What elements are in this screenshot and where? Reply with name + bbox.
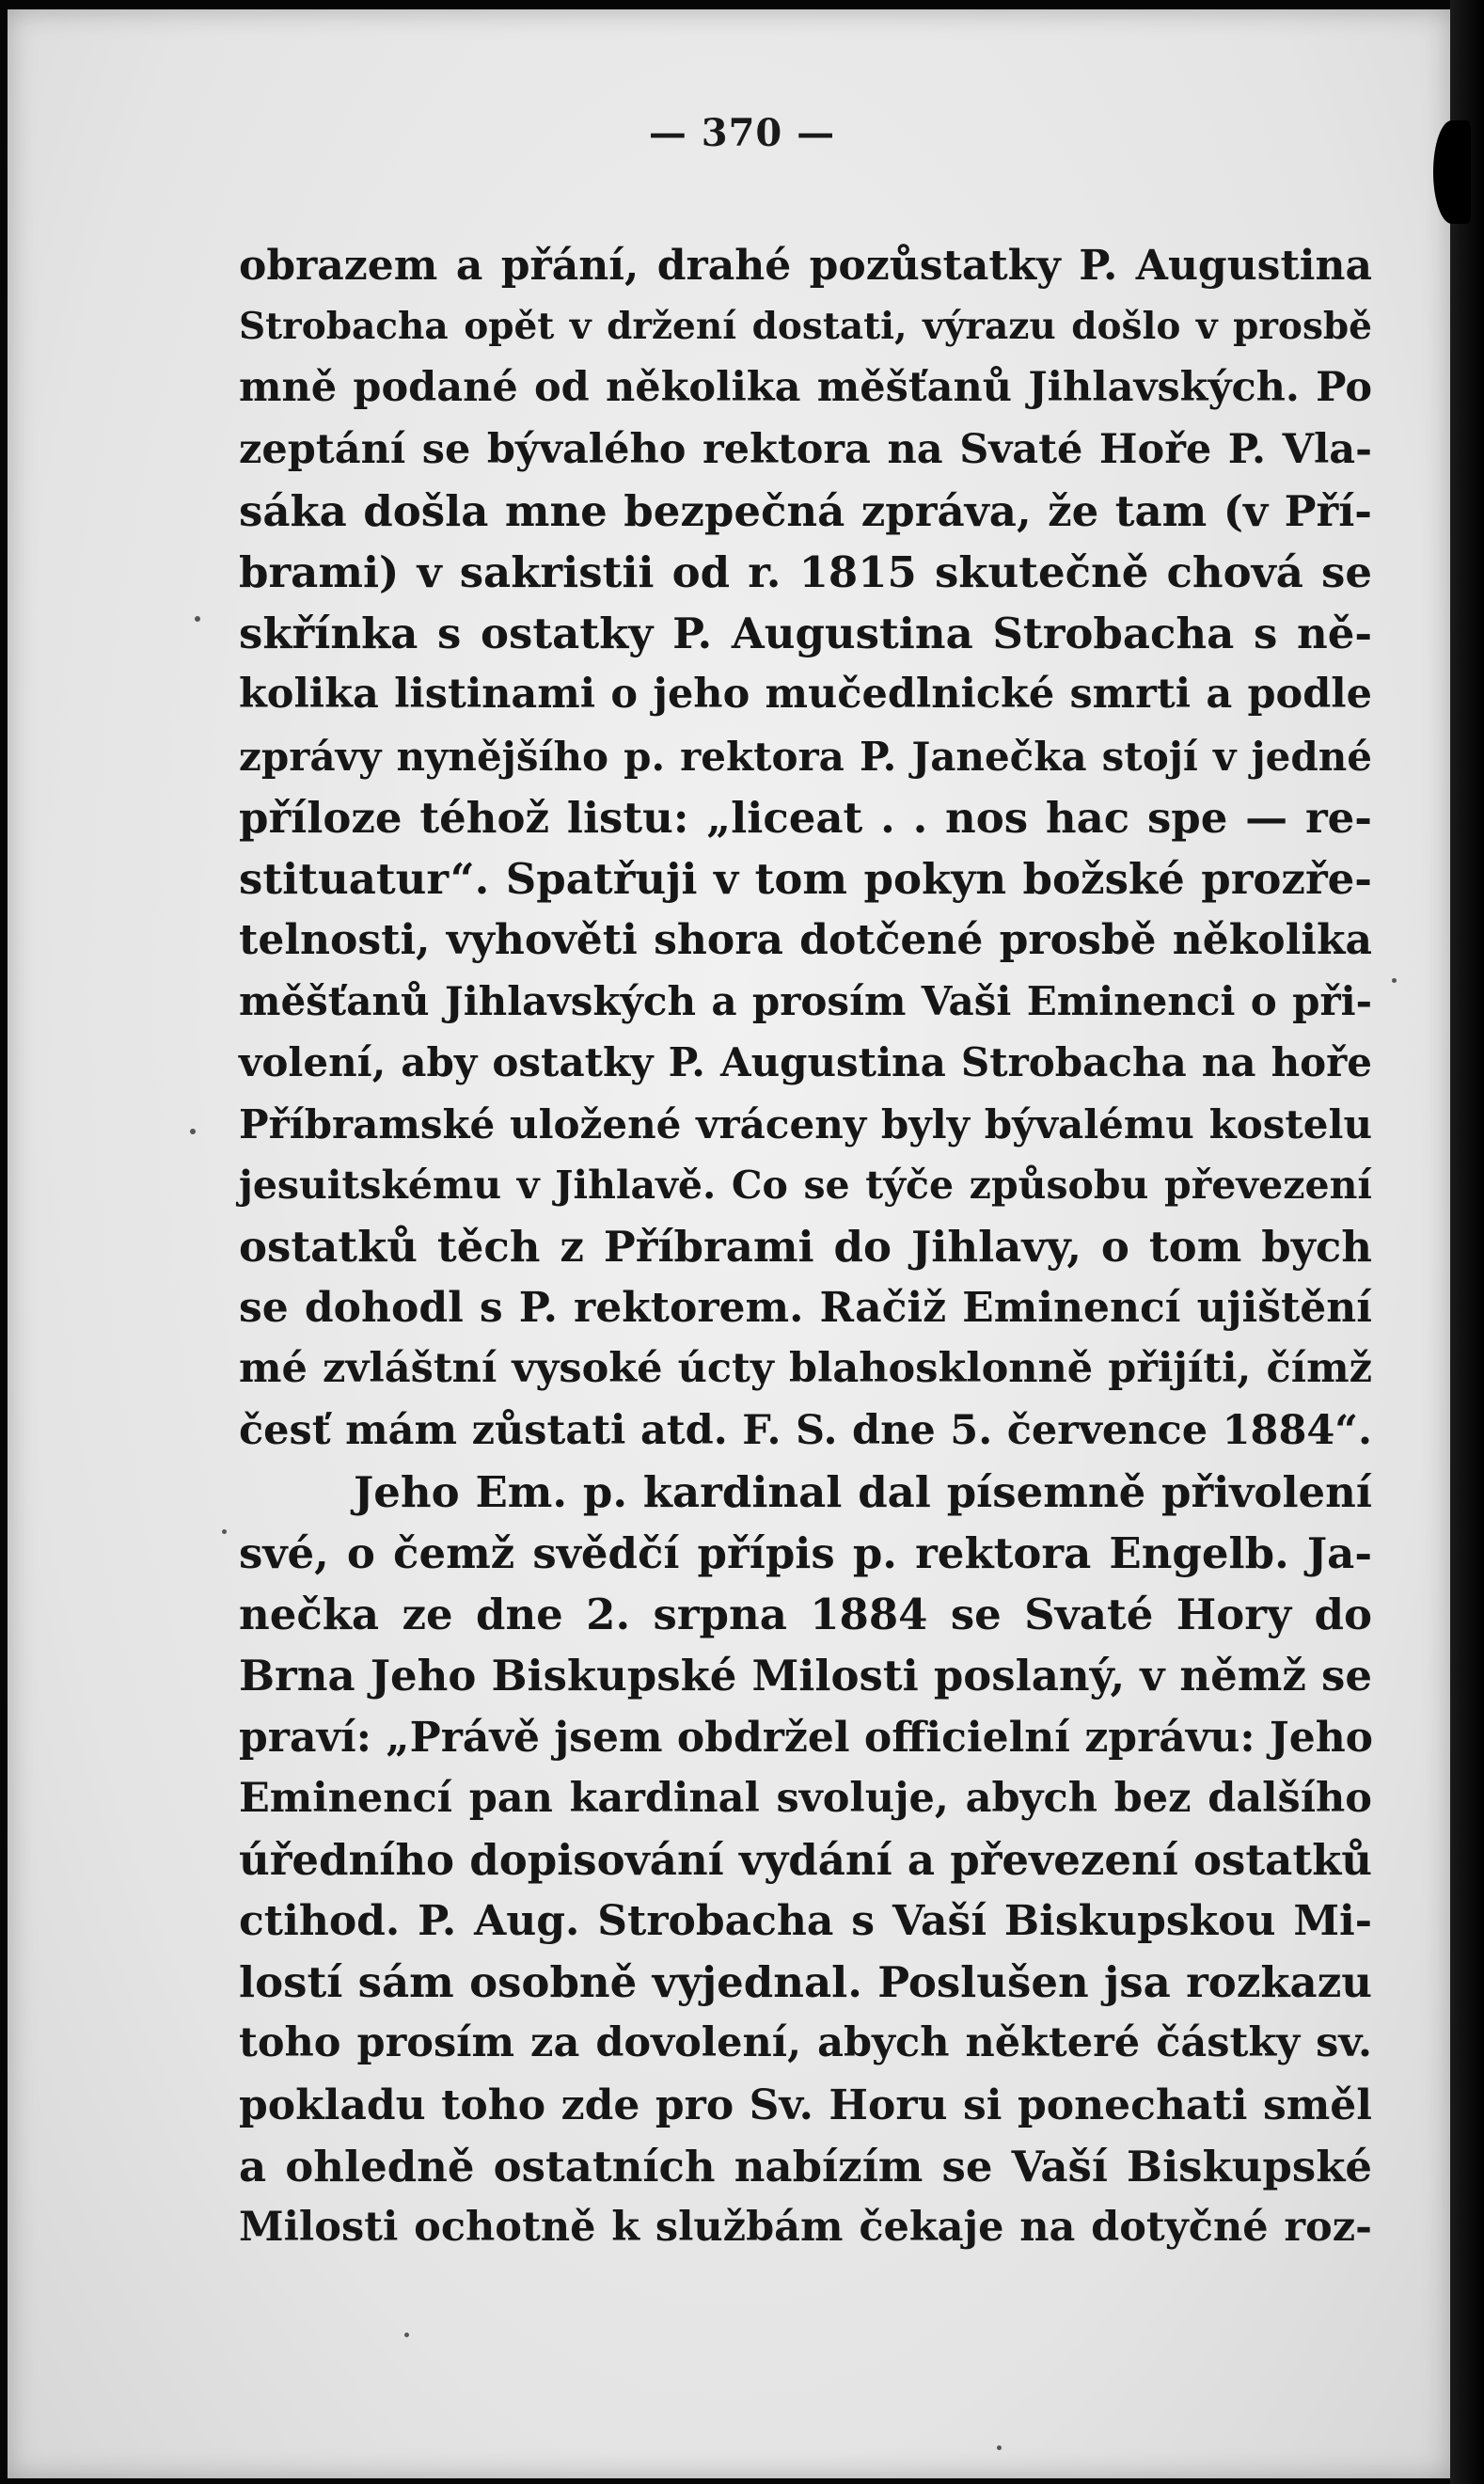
text-line: mně podané od několika měšťanů Jihlavských. Po [239, 364, 1372, 412]
text-line: zprávy nynějšího p. rektora P. Janečka stojí v jedné [239, 733, 1372, 780]
text-line: Strobacha opět v držení dostati, výrazu došlo v prosbě [239, 305, 1372, 349]
text-line: Příbramské uložené vráceny byly bývalému kostelu [239, 1100, 1372, 1147]
text-line: se dohodl s P. rektorem. Račiž Eminencí ujištění [239, 1284, 1372, 1333]
page-number: — 370 — [648, 111, 836, 155]
body-text [239, 235, 1372, 2258]
print-speck [222, 1529, 227, 1534]
text-line: volení, aby ostatky P. Augustina Strobacha na hoře [239, 1039, 1372, 1086]
text-line: mé zvláštní vysoké úcty blahosklonně přijíti, čímž [239, 1345, 1372, 1393]
text-line: pokladu toho zde pro Sv. Horu si ponechati směl [239, 2081, 1372, 2129]
print-speck [404, 2333, 409, 2337]
text-line: příloze téhož listu: „liceat . . nos hac spe — re- [239, 792, 1372, 843]
text-line: česť mám zůstati atd. F. S. dne 5. července 1884“. [239, 1406, 1372, 1454]
text-line: Eminencí pan kardinal svoluje, abych bez dalšího [239, 1774, 1372, 1822]
text-line: ostatků těch z Příbrami do Jihlavy, o tom bych [239, 1222, 1372, 1272]
print-speck [997, 2445, 1002, 2450]
text-line: sáka došla mne bezpečná zpráva, že tam (v Pří- [239, 485, 1372, 536]
text-line: zeptání se bývalého rektora na Svaté Hoře P. Vla- [239, 425, 1372, 473]
text-line: telnosti, vyhověti shora dotčené prosbě několika [239, 916, 1372, 965]
text-line: ctihod. P. Aug. Strobacha s Vaší Biskupskou Mi- [239, 1897, 1372, 1946]
print-speck [195, 616, 200, 622]
text-line: a ohledně ostatních nabízím se Vaší Biskupské [239, 2141, 1372, 2191]
text-line: své, o čemž svědčí přípis p. rektora Engelb. Ja- [239, 1527, 1372, 1578]
print-speck [190, 1129, 196, 1134]
text-line: jesuitskému v Jihlavě. Co se týče způsobu převezení [239, 1162, 1372, 1208]
text-line: kolika listinami o jeho mučedlnické smrti a podle [239, 671, 1372, 719]
paragraph-first-line: Jeho Em. p. kardinal dal písemně přivolení [354, 1466, 1372, 1517]
text-line: Brna Jeho Biskupské Milosti poslaný, v němž se [239, 1651, 1372, 1701]
text-line: brami) v sakristii od r. 1815 skutečně chová se [239, 546, 1372, 597]
page-edge-shadow [1450, 0, 1484, 2484]
text-line: obrazem a přání, drahé pozůstatky P. Augustina [239, 242, 1372, 290]
text-line: toho prosím za dovolení, abych některé částky sv. [239, 2019, 1372, 2067]
text-line: měšťanů Jihlavských a prosím Vaši Eminenci o při- [239, 978, 1372, 1025]
print-speck [1392, 978, 1397, 983]
text-line: úředního dopisování vydání a převezení ostatků [239, 1834, 1372, 1885]
text-line: skřínka s ostatky P. Augustina Strobacha s ně- [239, 609, 1372, 659]
text-line: praví: „Právě jsem obdržel officielní zprávu: Jeho [239, 1713, 1374, 1762]
text-line: Milosti ochotně k službám čekaje na dotyčné roz- [239, 2204, 1372, 2251]
text-line: nečka ze dne 2. srpna 1884 se Svaté Hory do [239, 1590, 1372, 1640]
text-line: lostí sám osobně vyjednal. Poslušen jsa rozkazu [239, 1957, 1372, 2008]
text-line: stituatur“. Spatřuji v tom pokyn božské prozře- [239, 853, 1372, 904]
